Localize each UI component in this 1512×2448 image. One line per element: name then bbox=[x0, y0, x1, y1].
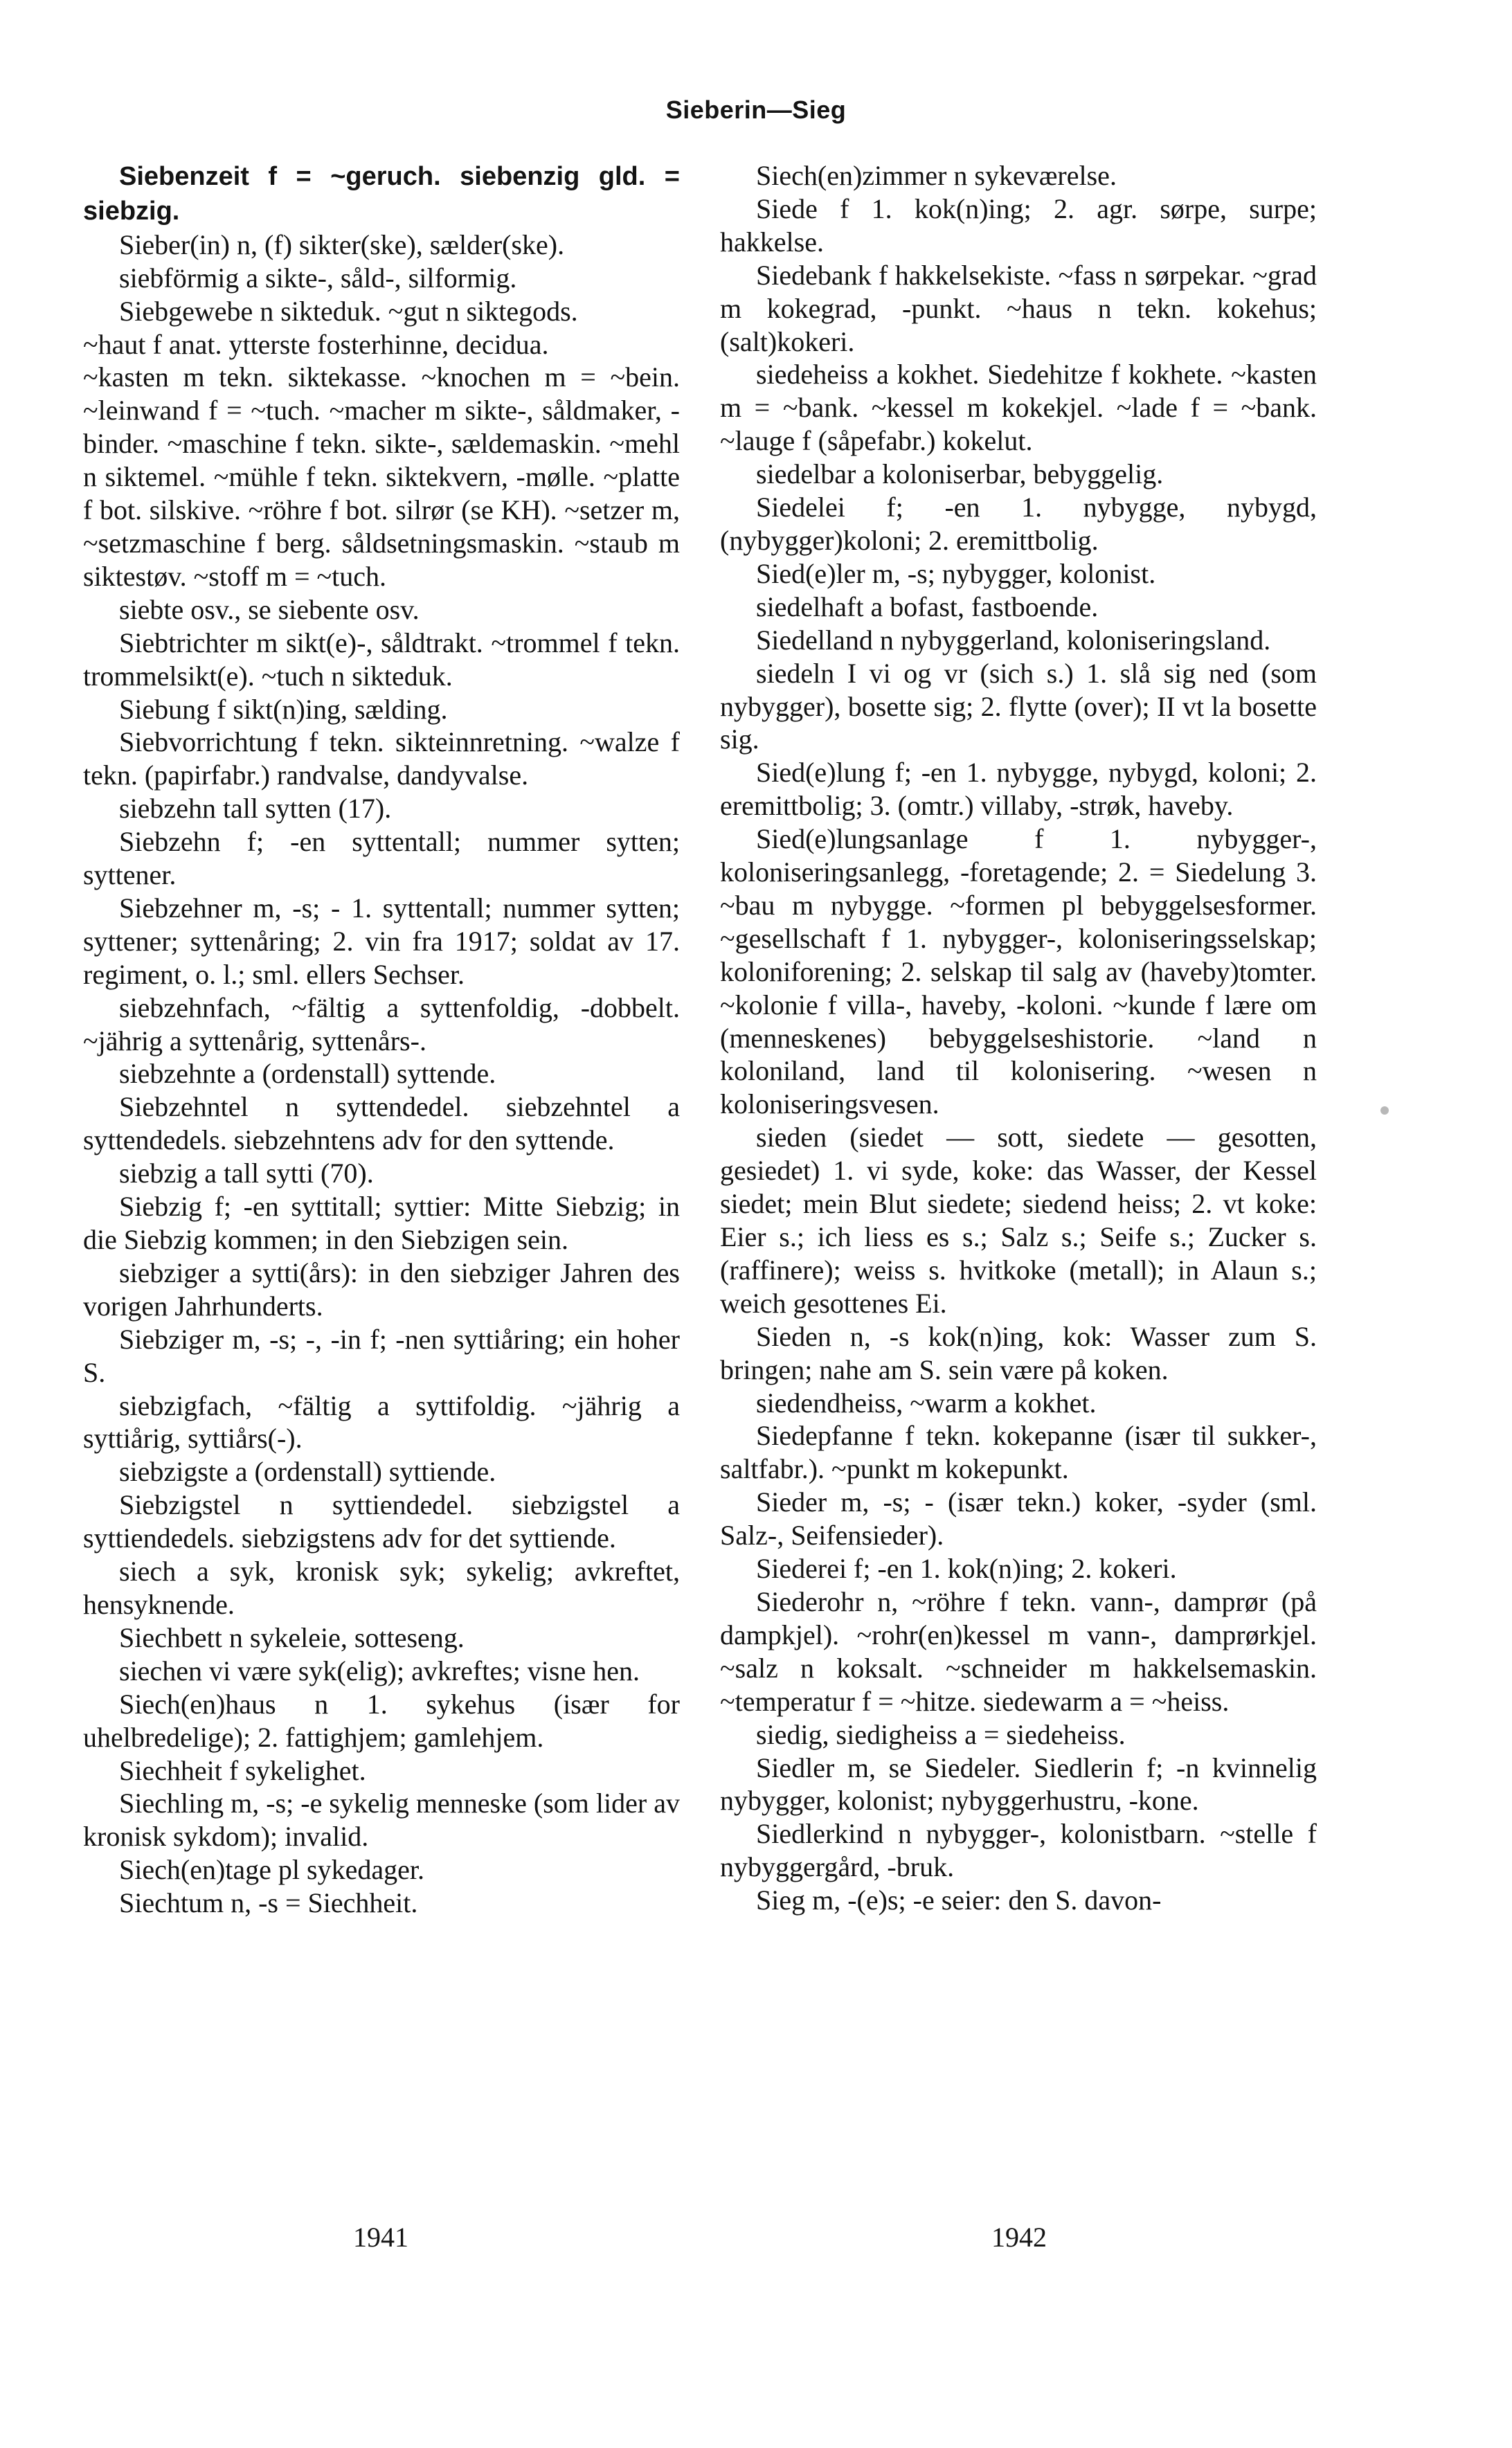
dictionary-entry: Siebtrichter m sikt(e)-, såldtrakt. ~trommel f tekn. trommelsikt(e). ~tuch n sikteduk. bbox=[83, 627, 680, 692]
dictionary-entry: siebzig a tall sytti (70). bbox=[119, 1158, 374, 1189]
dictionary-entry: Sied(e)lung f; -en 1. nybygge, nybygd, koloni; 2. eremittbolig; 3. (omtr.) villaby, -strøk, haveby. bbox=[720, 757, 1317, 822]
dictionary-entry: Siedelland n nybyggerland, koloniseringsland. bbox=[756, 624, 1271, 656]
dictionary-entry: siebzigste a (ordenstall) syttiende. bbox=[119, 1456, 496, 1488]
dictionary-entry: Siedler m, se Siedeler. Siedlerin f; -n kvinnelig nybygger, kolonist; nybyggerhustru, -kone. bbox=[720, 1752, 1317, 1817]
dictionary-entry: Sieber(in) n, (f) sikter(ske), sælder(ske). bbox=[119, 228, 565, 260]
left-column bbox=[83, 159, 680, 1920]
dictionary-entry: Siech(en)zimmer n sykeværelse. bbox=[756, 160, 1117, 191]
dictionary-entry: sieden (siedet — sott, siedete — gesotten, gesiedet) 1. vi syde, koke: das Wasser, der Kessel siedet; mein Blut siedete; siedend heiss; 2. vt koke: Eier s.; ich liess es s.; Salz s.; Seife s.; Zucker s. (raffinere); weiss s. hvitkoke (metall); in Alaun s.; weich gesottenes Ei. bbox=[720, 1122, 1317, 1319]
dictionary-entry: Siechling m, -s; -e sykelig menneske (som lider av kronisk sykdom); invalid. bbox=[83, 1788, 680, 1853]
dictionary-entry: siedeheiss a kokhet. Siedehitze f kokhete. ~kasten m = ~bank. ~kessel m kokekjel. ~lade f = ~bank. ~lauge f (såpefabr.) kokelut. bbox=[720, 359, 1317, 457]
dictionary-entry: Siede f 1. kok(n)ing; 2. agr. sørpe, surpe; hakkelse. bbox=[720, 192, 1317, 258]
dictionary-entry: siebzigfach, ~fältig a syttifoldig. ~jährig a syttiårig, syttiårs(-). bbox=[83, 1389, 680, 1455]
dictionary-entry: siech a syk, kronisk syk; sykelig; avkreftet, hensyknende. bbox=[83, 1556, 680, 1620]
dictionary-entry: Siebung f sikt(n)ing, sælding. bbox=[119, 693, 448, 725]
dictionary-entry: siebte osv., se siebente osv. bbox=[119, 593, 420, 625]
dictionary-entry: Siechbett n sykeleie, sotteseng. bbox=[119, 1621, 465, 1653]
dictionary-entry: Siech(en)tage pl sykedager. bbox=[119, 1854, 424, 1886]
dictionary-entry: Siedebank f hakkelsekiste. ~fass n sørpekar. ~grad m kokegrad, -punkt. ~haus n tekn. kokehus; (salt)kokeri. bbox=[720, 259, 1317, 357]
dictionary-entry: Siechheit f sykelighet. bbox=[119, 1754, 366, 1786]
page-number-left: 1941 bbox=[353, 2222, 408, 2253]
dictionary-entry: Siebvorrichtung f tekn. sikteinnretning. ~walze f tekn. (papirfabr.) randvalse, dandyvalse. bbox=[83, 726, 680, 791]
dictionary-entry: siedendheiss, ~warm a kokhet. bbox=[756, 1387, 1097, 1419]
dictionary-entry: siedig, siedigheiss a = siedeheiss. bbox=[756, 1718, 1126, 1750]
dictionary-entry: Siebgewebe n sikteduk. ~gut n siktegods. bbox=[119, 295, 578, 327]
dictionary-entry: siebzehnfach, ~fältig a syttenfoldig, -dobbelt. ~jährig a syttenårig, syttenårs-. bbox=[83, 991, 680, 1056]
dictionary-entry: Siech(en)haus n 1. sykehus (især for uhelbredelige); 2. fattighjem; gamlehjem. bbox=[83, 1688, 680, 1753]
dictionary-entry: siebförmig a sikte-, såld-, silformig. bbox=[119, 262, 517, 294]
dictionary-entry: Siebzigstel n syttiendedel. siebzigstel a syttiendedels. siebzigstens adv for det syttiende. bbox=[83, 1489, 680, 1554]
dictionary-entry: Siedlerkind n nybygger-, kolonistbarn. ~stelle f nybyggergård, -bruk. bbox=[720, 1818, 1317, 1883]
dictionary-entry: siechen vi være syk(elig); avkreftes; visne hen. bbox=[119, 1655, 640, 1686]
dictionary-entry: Siedepfanne f tekn. kokepanne (især til sukker-, saltfabr.). ~punkt m kokepunkt. bbox=[720, 1420, 1317, 1485]
right-column bbox=[720, 159, 1317, 1917]
dictionary-entry: siedelbar a koloniserbar, bebyggelig. bbox=[756, 458, 1164, 490]
dictionary-entry: Sieg m, -(e)s; -e seier: den S. davon- bbox=[756, 1884, 1162, 1916]
dictionary-entry: Siebzehner m, -s; - 1. syttentall; nummer sytten; syttener; syttenåring; 2. vin fra 1917; soldat av 17. regiment, o. l.; sml. ellers Sechser. bbox=[83, 892, 680, 990]
dictionary-entry: siebzehn tall sytten (17). bbox=[119, 793, 392, 825]
dictionary-entry: Siebenzeit f = ~geruch. siebenzig gld. = siebzig. bbox=[83, 162, 680, 226]
dictionary-entry: Sieden n, -s kok(n)ing, kok: Wasser zum S. bringen; nahe am S. sein være på koken. bbox=[720, 1320, 1317, 1385]
dictionary-entry: Siebzehntel n syttendedel. siebzehntel a syttendedels. siebzehntens adv for den syttende. bbox=[83, 1091, 680, 1156]
page-number-right: 1942 bbox=[991, 2222, 1047, 2253]
dictionary-entry: Siechtum n, -s = Siechheit. bbox=[119, 1887, 418, 1919]
running-head: Sieberin—Sieg bbox=[665, 96, 847, 124]
dictionary-entry: Siederohr n, ~röhre f tekn. vann-, damprør (på dampkjel). ~rohr(en)kessel m vann-, damprørkjel. ~salz n koksalt. ~schneider m hakkelsemaskin. ~temperatur f = ~hitze. siedewarm a = ~heiss. bbox=[720, 1585, 1317, 1717]
dictionary-entry: Sied(e)ler m, -s; nybygger, kolonist. bbox=[756, 557, 1156, 589]
dictionary-entry: siedelhaft a bofast, fastboende. bbox=[756, 591, 1099, 622]
dictionary-entry: ~haut f anat. ytterste fosterhinne, decidua. bbox=[83, 328, 549, 360]
dictionary-entry: Siebzig f; -en syttitall; syttier: Mitte Siebzig; in die Siebzig kommen; in den Siebzigen sein. bbox=[83, 1191, 680, 1255]
dictionary-entry: siebzehnte a (ordenstall) syttende. bbox=[119, 1058, 496, 1090]
dictionary-entry: ~kasten m tekn. siktekasse. ~knochen m = ~bein. ~leinwand f = ~tuch. ~macher m sikte-, såldmaker, -binder. ~maschine f tekn. sikte-, sældemaskin. ~mehl n siktemel. ~mühle f tekn. siktekvern, -mølle. ~platte f bot. silskive. ~röhre f bot. silrør (se KH). ~setzer m, ~setzmaschine f berg. såldsetningsmaskin. ~staub m siktestøv. ~stoff m = ~tuch. bbox=[83, 361, 680, 592]
dictionary-entry: Siederei f; -en 1. kok(n)ing; 2. kokeri. bbox=[756, 1553, 1177, 1585]
dictionary-entry: Siebziger m, -s; -, -in f; -nen syttiåring; ein hoher S. bbox=[83, 1323, 680, 1388]
scan-speck bbox=[1380, 1106, 1389, 1115]
dictionary-entry: siebziger a sytti(års): in den siebziger Jahren des vorigen Jahrhunderts. bbox=[83, 1257, 680, 1322]
dictionary-entry: Siedelei f; -en 1. nybygge, nybygd, (nybygger)koloni; 2. eremittbolig. bbox=[720, 492, 1317, 556]
dictionary-entry: siedeln I vi og vr (sich s.) 1. slå sig ned (som nybygger), bosette sig; 2. flytte (over); II vt la bosette sig. bbox=[720, 657, 1317, 755]
dictionary-entry: Siebzehn f; -en syttentall; nummer sytten; syttener. bbox=[83, 826, 680, 891]
dictionary-entry: Sied(e)lungsanlage f 1. nybygger-, koloniseringsanlegg, -foretagende; 2. = Siedelung 3. ~bau m nybygge. ~formen pl bebyggelsesformer. ~gesellschaft f 1. nybygger-, koloniseringsselskap; koloniforening; 2. selskap til salg av (haveby)tomter. ~kolonie f villa-, haveby, -koloni. ~kunde f lære om (menneskenes) bebyggelseshistorie. ~land n koloniland, land til kolonisering. ~wesen n koloniseringsvesen. bbox=[720, 823, 1317, 1120]
dictionary-entry: Sieder m, -s; - (især tekn.) koker, -syder (sml. Salz-, Seifensieder). bbox=[720, 1486, 1317, 1551]
